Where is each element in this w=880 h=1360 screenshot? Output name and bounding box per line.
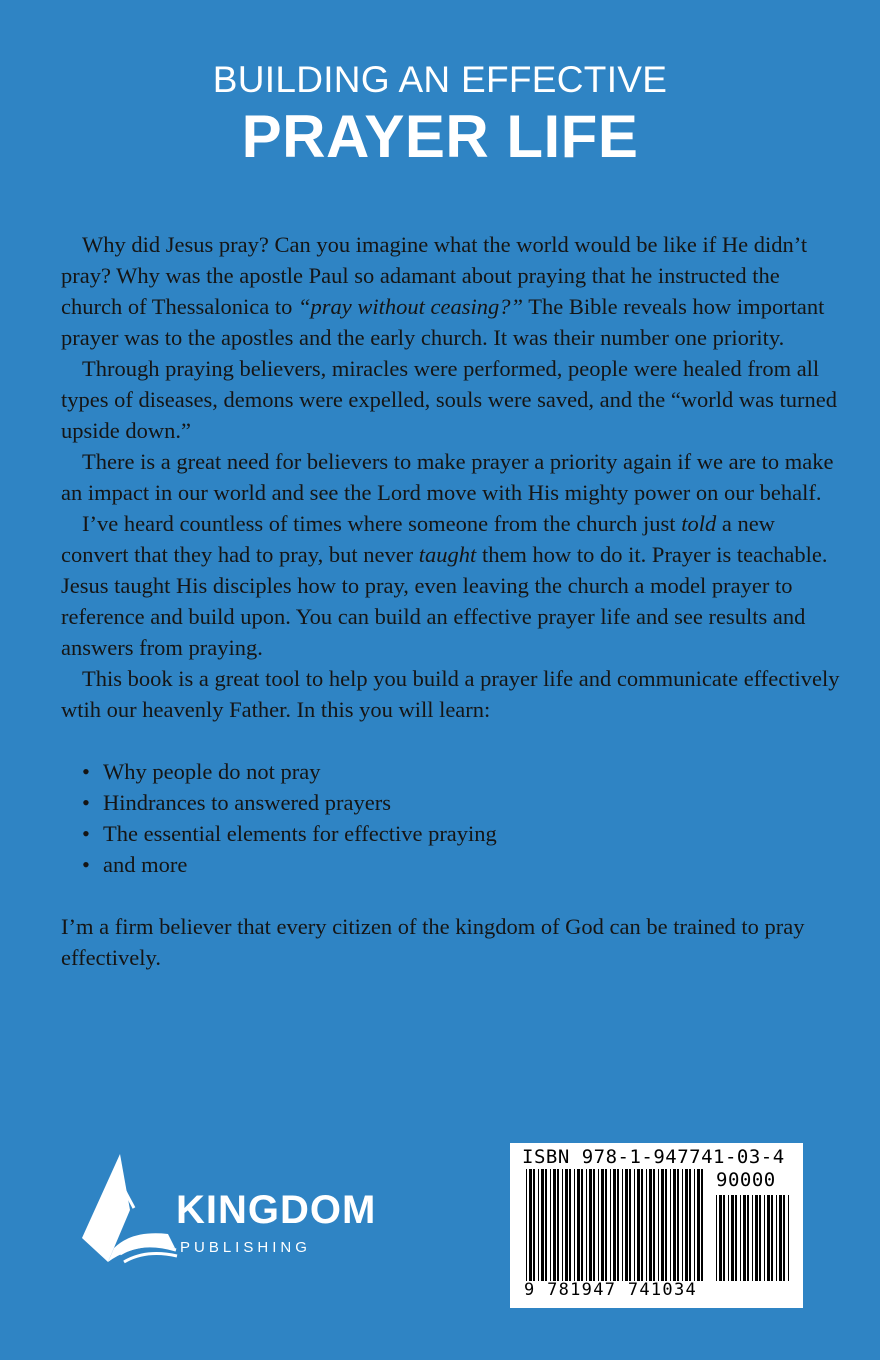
title-top: BUILDING AN EFFECTIVE [212, 59, 668, 100]
isbn-label: ISBN 978-1-947741-03-4 [522, 1146, 785, 1168]
paragraph-2: Through praying believers, miracles were performed, people were healed from all types of diseases, demons were expelled, souls were saved, and the “world was turned upside down.” [61, 356, 838, 443]
barcode-bars [526, 1169, 706, 1281]
price-code: 90000 [716, 1169, 776, 1191]
paragraph-1: Why did Jesus pray? Can you imagine what the world would be like if He didn’t pray? Why was the apostle Paul so adamant about praying that he instructed the church of Thessalonica to “pray without ceasing?” The Bible reveals how important prayer was to the apostles and the early church. It was their number one priority. [61, 232, 825, 350]
paragraph-4: I’ve heard countless of times where someone from the church just told a new convert that they had to pray, but never taught them how to do it. Prayer is teachable. Jesus taught His disciples how to pray, even leaving the church a model prayer to reference and build upon. You can build an effective prayer life and see results and answers from praying. [61, 511, 828, 660]
barcode-addon-bars [716, 1195, 792, 1281]
title-main: PRAYER LIFE [241, 103, 639, 170]
paragraph-5: This book is a great tool to help you build a prayer life and communicate effectively wtih our heavenly Father. In this you will learn: [61, 666, 840, 722]
title-block [0, 58, 880, 172]
bullet-list [61, 756, 841, 880]
list-item: • and more [61, 849, 841, 880]
list-item: • The essential elements for effective praying [61, 818, 841, 849]
publisher-name: KINGDOM [176, 1188, 377, 1232]
emphasis-taught: taught [418, 542, 477, 567]
paragraph-3: There is a great need for believers to make prayer a priority again if we are to make an impact in our world and see the Lord move with His mighty power on our behalf. [61, 449, 834, 505]
book-pages-icon [80, 1150, 180, 1270]
list-item: • Why people do not pray [61, 756, 841, 787]
publisher-logo [80, 1150, 400, 1270]
quote: “pray without ceasing?” [298, 294, 524, 319]
barcode [510, 1143, 803, 1308]
list-item: • Hindrances to answered prayers [61, 787, 841, 818]
closing-paragraph: I’m a firm believer that every citizen of the kingdom of God can be trained to pray effectively. [61, 914, 805, 970]
barcode-digits: 9 781947 741034 [524, 1280, 698, 1300]
back-cover-text [61, 229, 841, 973]
publisher-sub: PUBLISHING [180, 1239, 311, 1256]
emphasis-told: told [681, 511, 717, 536]
